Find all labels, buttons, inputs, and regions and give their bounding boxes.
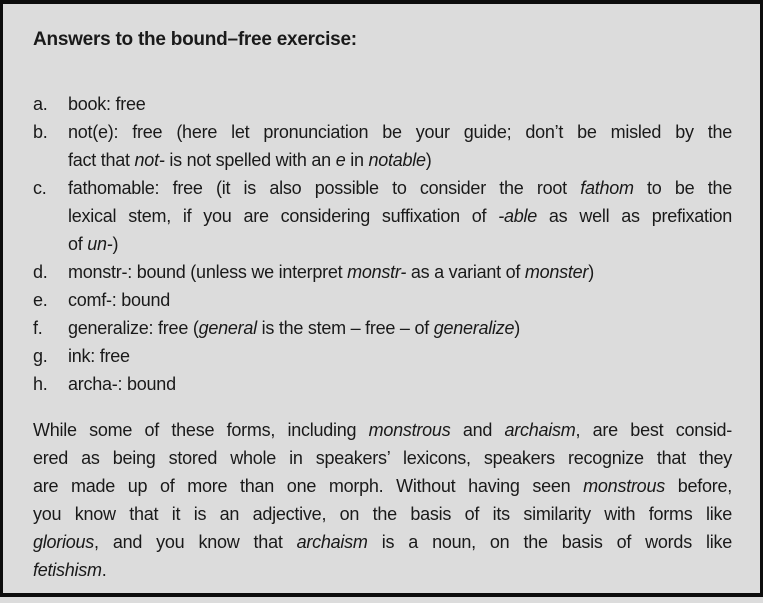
text-run: not(e): free (here let pronunciation be your guide; don’t be misled by the <box>68 122 732 142</box>
text-run: and <box>450 420 505 440</box>
text-run: is not spelled with an <box>164 150 336 170</box>
italic-term: generalize <box>433 318 515 338</box>
italic-term: glorious <box>33 532 95 552</box>
text-line <box>33 528 732 556</box>
text-run: as a variant of <box>406 262 525 282</box>
item-letter: b. <box>33 122 48 142</box>
item-letter: e. <box>33 290 48 310</box>
text-line <box>68 314 732 342</box>
answer-item <box>33 258 732 286</box>
text-run: fact that <box>68 150 135 170</box>
text-run: ered as being stored whole in speakers’ lexicons, speakers recognize that they <box>33 448 732 468</box>
item-text <box>68 342 732 370</box>
text-line <box>68 230 732 258</box>
text-run: . <box>101 560 107 580</box>
text-line <box>33 500 732 528</box>
item-text <box>68 258 732 286</box>
text-line <box>68 90 732 118</box>
text-line <box>33 472 732 500</box>
answer-item <box>33 118 732 174</box>
text-line <box>68 370 732 398</box>
item-text <box>68 118 732 174</box>
text-run: ) <box>514 318 521 338</box>
italic-term: -able <box>498 206 537 226</box>
text-run: you know that it is an adjective, on the basis of its similarity with forms like <box>33 504 732 524</box>
italic-term: general <box>198 318 257 338</box>
text-run: as well as prefixation <box>536 206 732 226</box>
text-line <box>33 416 732 444</box>
italic-term: fetishism <box>33 560 102 580</box>
text-line <box>68 286 732 314</box>
item-text <box>68 174 732 258</box>
text-run: to be the <box>633 178 733 198</box>
text-run: ) <box>112 234 119 254</box>
answer-item <box>33 90 732 118</box>
text-run: archa-: bound <box>68 374 176 394</box>
text-run: , are best consid- <box>575 420 732 440</box>
italic-term: monstrous <box>368 420 451 440</box>
italic-term: archaism <box>296 532 368 552</box>
italic-term: notable <box>368 150 426 170</box>
answer-item <box>33 342 732 370</box>
item-letter: c. <box>33 178 47 198</box>
answer-item <box>33 174 732 258</box>
answer-item <box>33 314 732 342</box>
text-line <box>68 174 732 202</box>
text-line <box>68 342 732 370</box>
item-text <box>68 314 732 342</box>
text-line <box>33 556 732 584</box>
italic-term: e <box>335 150 346 170</box>
item-letter: d. <box>33 262 48 282</box>
text-run: generalize: free ( <box>68 318 199 338</box>
text-run: is a noun, on the basis of words like <box>367 532 732 552</box>
answer-list <box>33 90 732 398</box>
answer-item <box>33 286 732 314</box>
italic-term: monster <box>524 262 589 282</box>
text-line <box>68 202 732 230</box>
item-letter: g. <box>33 346 48 366</box>
text-run: before, <box>664 476 732 496</box>
text-run: , and you know that <box>94 532 297 552</box>
item-text <box>68 90 732 118</box>
exercise-title: Answers to the bound–free exercise: <box>33 29 357 50</box>
text-run: book: free <box>68 94 146 114</box>
item-letter: h. <box>33 374 48 394</box>
text-line <box>68 118 732 146</box>
italic-term: monstr- <box>347 262 407 282</box>
text-run: of <box>68 234 88 254</box>
text-run: While some of these forms, including <box>33 420 369 440</box>
answer-item <box>33 370 732 398</box>
italic-term: archaism <box>504 420 576 440</box>
italic-term: not- <box>134 150 165 170</box>
text-run: ) <box>425 150 432 170</box>
text-run: comf-: bound <box>68 290 171 310</box>
discussion-paragraph <box>33 416 732 584</box>
text-run: is the stem – free – of <box>256 318 434 338</box>
item-text <box>68 286 732 314</box>
text-run: ink: free <box>68 346 130 366</box>
italic-term: monstrous <box>583 476 665 496</box>
italic-term: un- <box>87 234 113 254</box>
text-run: fathomable: free (it is also possible to consider the root <box>68 178 581 198</box>
text-run: are made up of more than one morph. Without having seen <box>33 476 584 496</box>
text-line <box>68 146 732 174</box>
text-run: lexical stem, if you are considering suffixation of <box>68 206 499 226</box>
italic-term: fathom <box>580 178 634 198</box>
item-letter: f. <box>33 318 43 338</box>
text-line <box>68 258 732 286</box>
text-run: in <box>345 150 369 170</box>
item-letter: a. <box>33 94 48 114</box>
text-line <box>33 444 732 472</box>
text-run: ) <box>588 262 594 282</box>
text-run: monstr-: bound (unless we interpret <box>68 262 348 282</box>
item-text <box>68 370 732 398</box>
